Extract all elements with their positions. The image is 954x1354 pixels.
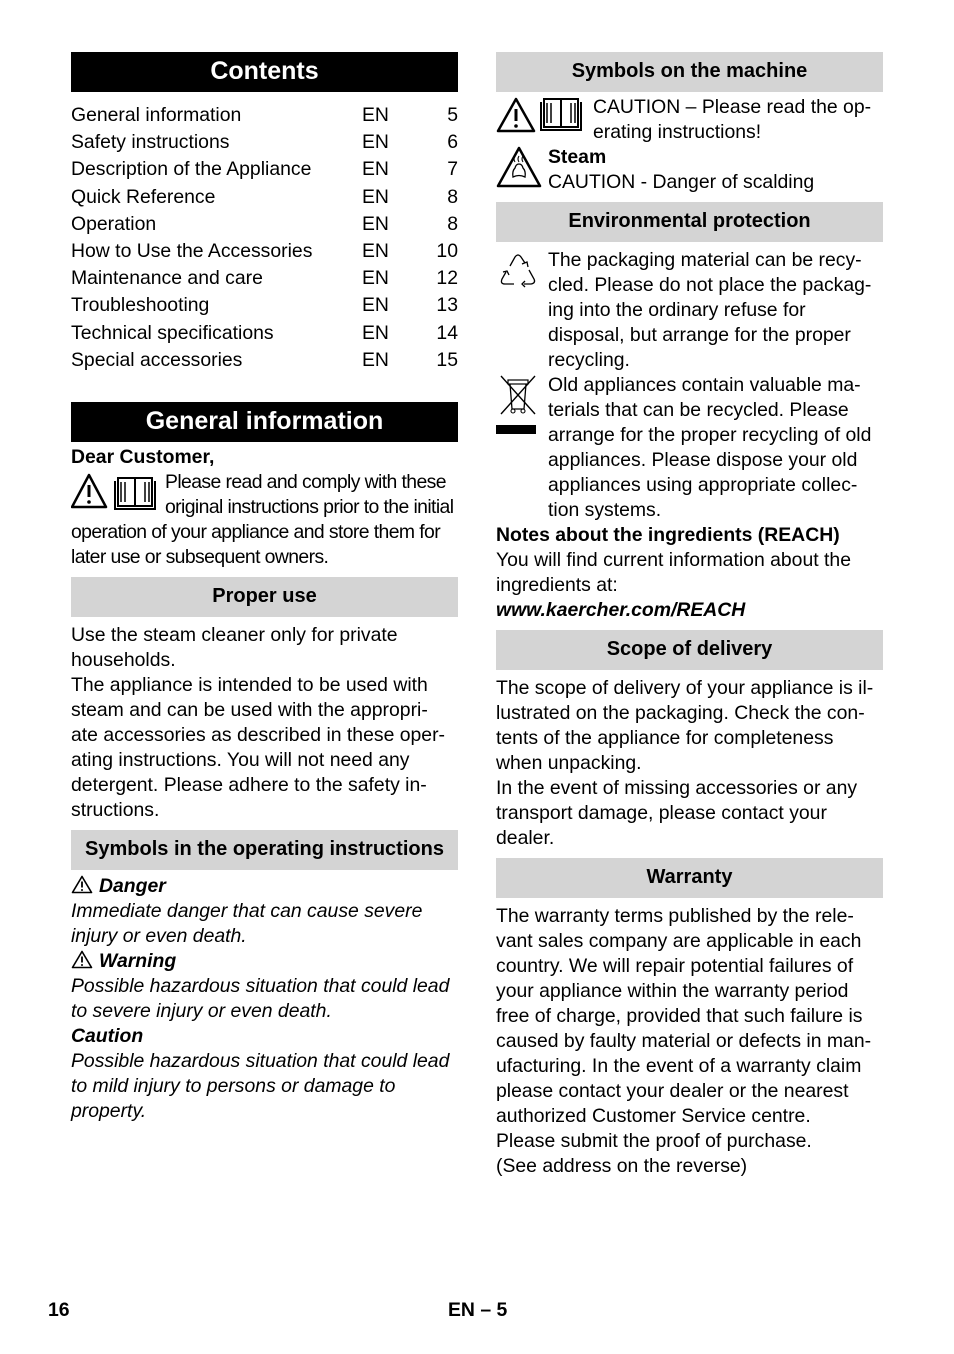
toc-lang: EN: [362, 240, 389, 263]
warning-label-line: [71, 949, 458, 974]
steam-text-block: [548, 145, 883, 195]
left-column: [71, 52, 458, 1124]
danger-text: Immediate danger that can cause severe injury or even death.: [71, 900, 423, 948]
toc-page: 15: [436, 348, 458, 371]
toc-row[interactable]: [71, 129, 458, 156]
toc-row[interactable]: [71, 238, 458, 265]
toc-row[interactable]: [71, 184, 458, 211]
intro-icon-text: Please read and comply with these original instructions prior to the initial: [165, 471, 454, 519]
toc-row[interactable]: [71, 265, 458, 292]
toc-title: How to Use the Accessories: [71, 240, 313, 263]
page-number: 16: [48, 1299, 70, 1321]
toc-lang: EN: [362, 212, 389, 235]
toc-row[interactable]: [71, 156, 458, 183]
toc-lang: EN: [362, 267, 389, 290]
warning-book-icon: [496, 95, 586, 135]
warning-triangle-icon: [71, 875, 93, 894]
recycle-icon: [496, 250, 540, 290]
toc-title: Maintenance and care: [71, 267, 263, 290]
danger-label-line: [71, 874, 458, 899]
warning-text: Possible hazardous situation that could lead to severe injury or even death.: [71, 975, 450, 1023]
toc-page: 8: [447, 185, 458, 208]
section-page: EN – 5: [448, 1299, 508, 1321]
warning-label: Warning: [99, 950, 177, 973]
toc-lang: EN: [362, 348, 389, 371]
packaging-text: The packaging material can be recy- cled. Please do not place the packag- ing into the ordinary refuse for disposal, but arrange for the proper recycling.: [548, 249, 872, 371]
caution-read-icons: [496, 95, 593, 145]
warning-book-icon: [71, 472, 165, 512]
toc-page: 10: [436, 240, 458, 263]
toc-row[interactable]: [71, 292, 458, 319]
toc-lang: EN: [362, 104, 389, 126]
reach-text: You will find current information about the ingredients at:: [496, 549, 851, 596]
scope-heading: Scope of delivery: [496, 630, 883, 670]
caution-read-text: CAUTION – Please read the op- erating instructions!: [593, 96, 872, 143]
old-appliances-row: [496, 373, 883, 523]
contents-heading: Contents: [71, 52, 458, 92]
separate-collection-bar: [496, 425, 536, 434]
toc-page: 8: [447, 212, 458, 235]
toc-page: 5: [447, 104, 458, 126]
toc-title: General information: [71, 104, 242, 126]
symbols-instructions-heading: Symbols in the operating instructions: [71, 830, 458, 870]
proper-use-p1: Use the steam cleaner only for private households.: [71, 624, 398, 672]
toc-page: 13: [436, 294, 458, 317]
toc-row[interactable]: [71, 102, 458, 129]
toc-lang: EN: [362, 294, 389, 317]
intro-block: [71, 470, 458, 570]
warranty-p3: (See address on the reverse): [496, 1155, 748, 1177]
greeting: Dear Customer,: [71, 446, 215, 469]
toc-row[interactable]: [71, 211, 458, 238]
warranty-p1: The warranty terms published by the rele- vant sales company are applicable in each country. We will repair potential failures of your appliance within the warranty period free of charge, provided that such failure is caused by faulty material or defects in man- ufacturing. In the event of a warranty claim please contact your dealer or the nearest authorized Customer Service centre.: [496, 905, 872, 1127]
warranty-heading: Warranty: [496, 858, 883, 898]
toc-lang: EN: [362, 131, 389, 154]
caution-label: Caution: [71, 1025, 144, 1048]
intro-rest-text: operation of your appliance and store them for later use or subsequent owners.: [71, 521, 441, 569]
toc-title: Description of the Appliance: [71, 158, 312, 181]
toc-title: Operation: [71, 212, 157, 235]
toc-title: Special accessories: [71, 348, 243, 371]
danger-label: Danger: [99, 875, 166, 898]
toc-lang: EN: [362, 321, 389, 344]
packaging-icons: [496, 248, 548, 373]
proper-use-heading: Proper use: [71, 577, 458, 617]
toc-page: 12: [436, 267, 458, 290]
packaging-row: [496, 248, 883, 373]
toc-page: 6: [447, 131, 458, 154]
toc-title: Quick Reference: [71, 185, 216, 208]
caution-read-row: [496, 95, 883, 145]
toc-lang: EN: [362, 185, 389, 208]
toc-title: Technical specifications: [71, 321, 274, 344]
symbols-machine-heading: Symbols on the machine: [496, 52, 883, 92]
environment-heading: Environmental protection: [496, 202, 883, 242]
reach-heading: Notes about the ingredients (REACH): [496, 524, 840, 546]
steam-icons: [496, 145, 548, 195]
intro-icons: [71, 472, 165, 516]
general-info-heading: General information: [71, 402, 458, 442]
old-appliances-text: Old appliances contain valuable ma- terials that can be recycled. Please arrange for the proper recycling of old appliances. Please dispose your old appliances using appropriate collec- tion systems.: [548, 374, 872, 521]
toc-page: 14: [436, 321, 458, 344]
toc-lang: EN: [362, 158, 389, 181]
reach-link[interactable]: www.kaercher.com/REACH: [496, 599, 746, 621]
crossed-bin-icon: [496, 373, 540, 417]
old-appliances-icons: [496, 373, 548, 523]
caution-text: Possible hazardous situation that could lead to mild injury to persons or damage to property.: [71, 1050, 450, 1123]
toc-list: [71, 102, 458, 374]
scope-p2: In the event of missing accessories or any transport damage, please contact your dealer.: [496, 777, 858, 849]
toc-row[interactable]: [71, 347, 458, 374]
right-column: [496, 52, 883, 1179]
steam-row: [496, 145, 883, 195]
toc-title: Safety instructions: [71, 131, 230, 154]
toc-row[interactable]: [71, 320, 458, 347]
proper-use-p2: The appliance is intended to be used with steam and can be used with the appropri- ate accessories as described in these oper- ating instructions. You will not need any detergent. Please adhere to the safety in- structions.: [71, 674, 446, 822]
warning-triangle-icon: [71, 950, 93, 969]
hot-steam-warning-icon: [496, 145, 542, 189]
steam-label: Steam: [548, 146, 607, 168]
steam-text: CAUTION - Danger of scalding: [548, 171, 815, 193]
toc-title: Troubleshooting: [71, 294, 210, 317]
toc-page: 7: [447, 158, 458, 181]
warranty-p2: Please submit the proof of purchase.: [496, 1130, 812, 1152]
scope-p1: The scope of delivery of your appliance is il- lustrated on the packaging. Check the con- tents of the appliance for completeness when unpacking.: [496, 677, 874, 774]
